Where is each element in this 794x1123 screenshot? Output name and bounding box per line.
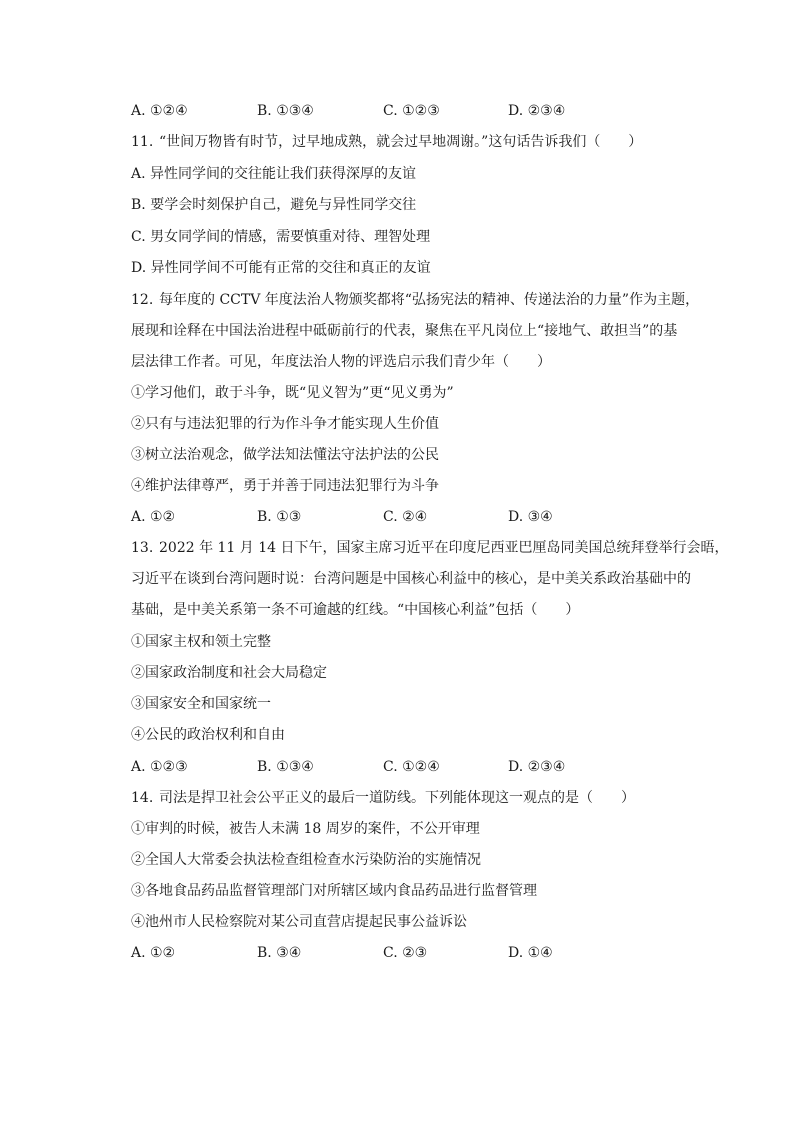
q13-option-a[interactable]: A. ①②③ bbox=[131, 759, 188, 775]
q12-stem-line-3: 层法律工作者。可见，年度法治人物的评选启示我们青少年（ ） bbox=[131, 354, 551, 370]
q14-option-b[interactable]: B. ③④ bbox=[257, 945, 302, 961]
q10-option-d[interactable]: D. ②③④ bbox=[508, 103, 566, 119]
q14-option-d[interactable]: D. ①④ bbox=[508, 945, 553, 961]
q12-option-a[interactable]: A. ①② bbox=[131, 509, 176, 525]
q12-stem-line-1 bbox=[131, 290, 700, 310]
q12-stem-text-1: 每年度的 CCTV 年度法治人物颁奖都将“弘扬宪法的精神、传递法治的力量”作为主题， bbox=[159, 292, 700, 308]
q12-statement-3: ③树立法治观念，做学法知法懂法守法护法的公民 bbox=[131, 447, 439, 463]
q14-option-c[interactable]: C. ②③ bbox=[383, 945, 428, 961]
q14-statement-3: ③各地食品药品监督管理部门对所辖区域内食品药品进行监督管理 bbox=[131, 883, 537, 899]
q12-number: 12. bbox=[131, 292, 154, 308]
q13-stem-line-1 bbox=[131, 538, 729, 558]
q13-statement-3: ③国家安全和国家统一 bbox=[131, 696, 271, 712]
q14-stem-text: 司法是捍卫社会公平正义的最后一道防线。下列能体现这一观点的是（ ） bbox=[159, 790, 635, 806]
q14-statement-4: ④池州市人民检察院对某公司直营店提起民事公益诉讼 bbox=[131, 914, 467, 930]
q14-options bbox=[131, 943, 691, 963]
q12-stem-line-2: 展现和诠释在中国法治进程中砥砺前行的代表，聚焦在平凡岗位上“接地气、敢担当”的基 bbox=[131, 323, 678, 339]
q12-option-c[interactable]: C. ②④ bbox=[383, 509, 428, 525]
q12-statement-2: ②只有与违法犯罪的行为作斗争才能实现人生价值 bbox=[131, 416, 439, 432]
q14-statement-2: ②全国人大常委会执法检查组检查水污染防治的实施情况 bbox=[131, 852, 481, 868]
q12-option-d[interactable]: D. ③④ bbox=[508, 509, 553, 525]
q14-number: 14. bbox=[131, 790, 154, 806]
q13-statement-4: ④公民的政治权利和自由 bbox=[131, 727, 285, 743]
q13-option-d[interactable]: D. ②③④ bbox=[508, 759, 566, 775]
q11-stem bbox=[131, 132, 691, 152]
q13-option-b[interactable]: B. ①③④ bbox=[257, 759, 314, 775]
q13-number: 13. bbox=[131, 540, 154, 556]
q11-choice-a[interactable]: A. 异性同学间的交往能让我们获得深厚的友谊 bbox=[131, 166, 417, 182]
q11-choice-c[interactable]: C. 男女同学间的情感，需要慎重对待、理智处理 bbox=[131, 229, 431, 245]
q14-option-a[interactable]: A. ①② bbox=[131, 945, 176, 961]
q13-statement-2: ②国家政治制度和社会大局稳定 bbox=[131, 665, 327, 681]
q11-choice-d[interactable]: D. 异性同学间不可能有正常的交往和真正的友谊 bbox=[131, 260, 431, 276]
q14-stem bbox=[131, 788, 691, 808]
q12-options bbox=[131, 507, 691, 527]
q11-number: 11. bbox=[131, 134, 154, 150]
q11-choice-b[interactable]: B. 要学会时刻保护自己，避免与异性同学交往 bbox=[131, 197, 417, 213]
q13-statement-1: ①国家主权和领土完整 bbox=[131, 634, 271, 650]
q10-option-a[interactable]: A. ①②④ bbox=[131, 103, 188, 119]
q10-option-c[interactable]: C. ①②③ bbox=[383, 103, 440, 119]
q14-statement-1: ①审判的时候，被告人未满 18 周岁的案件，不公开审理 bbox=[131, 821, 480, 837]
q13-stem-text-1: 2022 年 11 月 14 日下午，国家主席习近平在印度尼西亚巴厘岛同美国总统拜登举行会晤， bbox=[159, 540, 729, 556]
q11-stem-text: “世间万物皆有时节，过早地成熟，就会过早地凋谢。”这句话告诉我们（ ） bbox=[159, 134, 643, 150]
q13-stem-line-2: 习近平在谈到台湾问题时说：台湾问题是中国核心利益中的核心，是中美关系政治基础中的 bbox=[131, 571, 691, 587]
q10-options bbox=[131, 101, 691, 121]
q10-option-b[interactable]: B. ①③④ bbox=[257, 103, 314, 119]
q13-stem-line-3: 基础，是中美关系第一条不可逾越的红线。“中国核心利益”包括（ ） bbox=[131, 602, 580, 618]
q12-statement-1: ①学习他们，敢于斗争，既“见义智为”更“见义勇为” bbox=[131, 385, 454, 401]
q13-option-c[interactable]: C. ①②④ bbox=[383, 759, 440, 775]
q12-option-b[interactable]: B. ①③ bbox=[257, 509, 302, 525]
q13-options bbox=[131, 757, 691, 777]
q12-statement-4: ④维护法律尊严，勇于并善于同违法犯罪行为斗争 bbox=[131, 478, 439, 494]
